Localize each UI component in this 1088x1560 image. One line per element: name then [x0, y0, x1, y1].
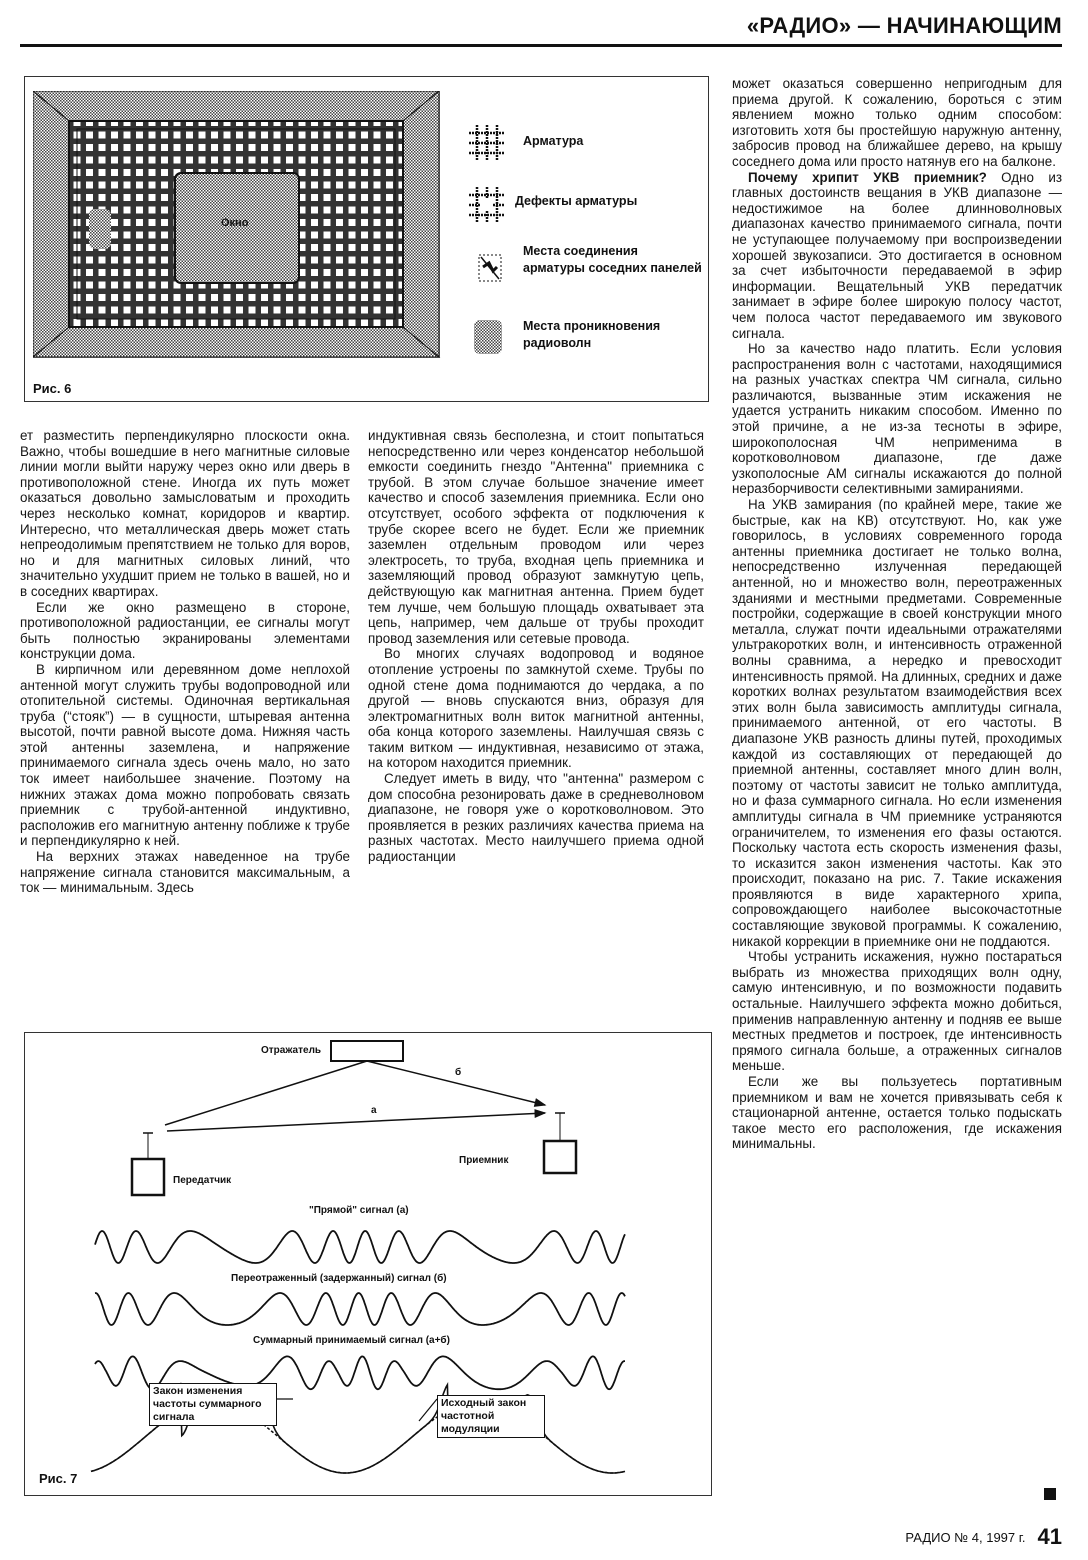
paragraph: В кирпичном или деревянном доме неплохой антенной могут служить трубы водопроводной или отопительной системы. Одиночная вертикальная труба (“стояк”) — в сущности, штыревая антенна высотой, почти равной высоте дома. Нижняя часть этой антенны заземлена, и напряжение принимаемого сигнала здесь очень мало, но зато ток имеет наибольшее значение. Поэтому на нижних этажах дома можно попробовать связать приемник с трубой-антенной индуктивно, расположив его магнитную антенну поближе к трубе и перпендикулярно к ней. — [20, 661, 350, 849]
window-label: Окно — [221, 217, 249, 229]
page-footer — [905, 1524, 1062, 1550]
sum-frequency-law-label — [149, 1383, 277, 1426]
figure-7 — [24, 1032, 712, 1496]
paragraph: может оказаться совершенно непригодным для приема другой. К сожалению, бороться с этим явлением можно только одним способом: изготовить хотя бы простейшую наружную антенну, забросив провод на ближайшее дерево, на крышу соседнего дома или просто натянув его на балконе. — [732, 76, 1062, 169]
issue-info: РАДИО № 4, 1997 г. — [905, 1530, 1026, 1545]
receiver — [544, 1113, 576, 1173]
direct-signal-label: "Прямой" сигнал (а) — [309, 1205, 409, 1216]
path-a-label: а — [371, 1105, 377, 1116]
sum-frequency-law-text: Закон изменения частоты суммарного сигнала — [153, 1385, 262, 1423]
rebar-defect-icon — [467, 185, 507, 225]
header-rule — [20, 44, 1062, 47]
original-fm-law-label — [437, 1395, 545, 1438]
page-header — [0, 0, 1088, 48]
legend-label-radio-penetration-text: Места проникновения радиоволн — [523, 319, 661, 350]
figure-6-caption: Рис. 6 — [33, 381, 72, 396]
paragraph: ет разместить перпендикулярно плоскости окна. Важно, чтобы вошедшие в него магнитные силовые линии могли выйти наружу через окно или дверь в противоположной стене. Иногда их путь может оказаться довольно замысловатым и проходить через несколько комнат, коридоров и квартир. Интересно, что металлическая дверь может стать непреодолимым препятствием не только для воров, но и для магнитных силовых линий, что значительно ухудшит прием не только в вашей, но и в соседних квартирах. — [20, 428, 350, 599]
paragraph: Чтобы устранить искажения, нужно постараться выбрать из множества приходящих волн одну, самую интенсивную, и по возможности подавить остальные. Наилучшего эффекта можно добиться, применив направленную антенну и подняв ее выше местных предметов и построек, где интенсивность прямого сигнала больше, а отраженных сигналов меньше. — [732, 949, 1062, 1074]
legend-label-panel-joints-text: Места соединения арматуры соседних панелей — [523, 244, 702, 275]
figure-7-caption: Рис. 7 — [39, 1471, 78, 1486]
legend-label-panel-joints — [523, 243, 703, 277]
panel-joint-icon — [477, 253, 503, 283]
rebar-grid-icon — [467, 123, 507, 163]
text-column-3 — [732, 76, 1062, 1152]
paragraph-with-heading — [732, 170, 1062, 342]
paragraph: Следует иметь в виду, что "антенна" размером с дом способна резонировать даже в средневолновом диапазоне, не говоря уже о коротковолновом. Это проявляется в резких различиях качества приема на разных частотах. Место наилучшего приема одной радиостанции — [368, 771, 704, 865]
reflector-label: Отражатель — [261, 1045, 322, 1056]
figure-6 — [24, 76, 709, 402]
legend-label-rebar: Арматура — [523, 134, 584, 148]
path-b-label: б — [455, 1067, 462, 1078]
reflected-signal-wave — [95, 1293, 625, 1325]
transmitter-label: Передатчик — [173, 1175, 232, 1186]
rebar-panel-diagram — [33, 91, 453, 371]
transmitter — [132, 1133, 164, 1195]
text-column-1 — [20, 428, 350, 896]
legend-label-radio-penetration — [523, 318, 703, 352]
subheading: Почему хрипит УКВ приемник? — [748, 169, 987, 185]
direct-signal-wave — [95, 1231, 625, 1263]
paragraph: индуктивная связь бесполезна, и стоит попытаться непосредственно или через конденсатор небольшой емкости соединить гнездо "Антенна" приемника с трубой. В этом случае большое значение имеет качество и способ заземления приемника. Если оно отсутствует, особого эффекта от подключения к трубе скорее всего не будет. Если же приемник заземлен отдельным проводом или через электросеть, то труба, входная цепь приемника и заземляющий провод образуют замкнутую цепь, действующую как магнитная антенна. Прием будет тем лучше, чем большую площадь охватывает эта цепь, например, чем дальше от трубы проходит провод заземления или сетевые провода. — [368, 428, 704, 646]
paragraph: Но за качество надо платить. Если условия распространения волн с частотами, находящимися на разных участках спектра ЧМ сигнала, сильно различаются, вызванные этим искажения не удается устранить никаким способом. Именно по этой причине, а не из-за тесноты в эфире, широкополосная ЧМ неприменима в коротковолновом диапазоне, где даже узкополосные АМ сигналы искажаются до полной неразборчивости селективными замираниями. — [732, 341, 1062, 497]
article-end-mark — [1044, 1488, 1056, 1500]
legend-label-rebar-defects: Дефекты арматуры — [515, 194, 638, 208]
reflected-signal-label: Переотраженный (задержанный) сигнал (б) — [231, 1273, 447, 1284]
section-title: «РАДИО» — НАЧИНАЮЩИМ — [746, 13, 1062, 38]
path-a — [167, 1113, 545, 1131]
paragraph: Если же вы пользуетесь портативным приемником и вам не хочется привязывать себя к стационарной антенне, остается только подыскать такое место его расположения, где искажения минимальны. — [732, 1074, 1062, 1152]
paragraph: Если же окно размещено в стороне, противоположной радиостанции, ее сигналы могут быть полностью экранированы элементами конструкции дома. — [20, 599, 350, 662]
text-column-2 — [368, 428, 704, 865]
reflector-box — [331, 1041, 403, 1061]
multipath-diagram — [25, 1033, 711, 1495]
radio-penetration-icon — [473, 319, 503, 355]
paragraph: На УКВ замирания (по крайней мере, такие же быстрые, как на КВ) отсутствуют. Но, как уже говорилось, в условиях современного города антенны приемника достигает не только волна, непосредственно излученная передающей антенной, но и множество волн, переотраженных зданиями и местными предметами. Современные постройки, содержащие в своей конструкции много металла, служат почти идеальными отражателями ультракоротких волн, и интенсивность отраженной волны сравнима, а нередко и превосходит интенсивность прямой. На длинных, средних и даже коротких волнах результатом взаимодействия всех этих волн была зависимость амплитуды сигнала, принимаемого антенной, от его частоты. В диапазоне УКВ разность длины путей, проходимых каждой из составляющих от передающей до приемной антенны, составляет много длин волн, поэтому от частоты зависит не только амплитуда, но и фаза суммарного сигнала. Но если изменения амплитуды сигнала в ЧМ приемнике устраняются ограничителем, то изменения его фазы остаются. Поскольку частота есть скорость изменения фазы, то исказится закон изменения частоты. Как это происходит, показано на рис. 7. Такие искажения проявляются в виде характерного хрипа, сопровождающего наиболее высокочастотные составляющие звуковой программы. К сожалению, никакой коррекции в приемнике они не поддаются. — [732, 497, 1062, 949]
paragraph: На верхних этажах наведенное на трубе напряжение сигнала становится максимальным, а ток — минимальным. Здесь — [20, 849, 350, 896]
page-number: 41 — [1037, 1524, 1062, 1549]
paragraph-text: Одно из главных достоинств вещания в УКВ диапазоне — недостижимое на более длинноволновых диапазонах качество принимаемого сигнала, почти не уступающее получаемому при воспроизведении хорошей звукозаписи. Это достигается в основном за счет избыточности передаваемой в эфир информации. Вещательный УКВ передатчик занимает в эфире более широкую полосу частот, чем полоса частот передаваемого им звукового сигнала. — [732, 169, 1062, 341]
original-fm-law-text: Исходный закон частотной модуляции — [441, 1397, 527, 1435]
receiver-label: Приемник — [459, 1155, 509, 1166]
paragraph: Во многих случаях водопровод и водяное отопление устроены по замкнутой схеме. Трубы по одной стене дома поднимаются до чердака, а по другой — вновь спускаются вниз, образуя для электромагнитных волн виток магнитной антенны, оба конца которого заземлены. Наилучшая связь с таким витком — индуктивная, независимо от этажа, на котором находится приемник. — [368, 646, 704, 771]
sum-signal-label: Суммарный принимаемый сигнал (а+б) — [253, 1335, 450, 1346]
path-to-reflector — [165, 1061, 367, 1125]
